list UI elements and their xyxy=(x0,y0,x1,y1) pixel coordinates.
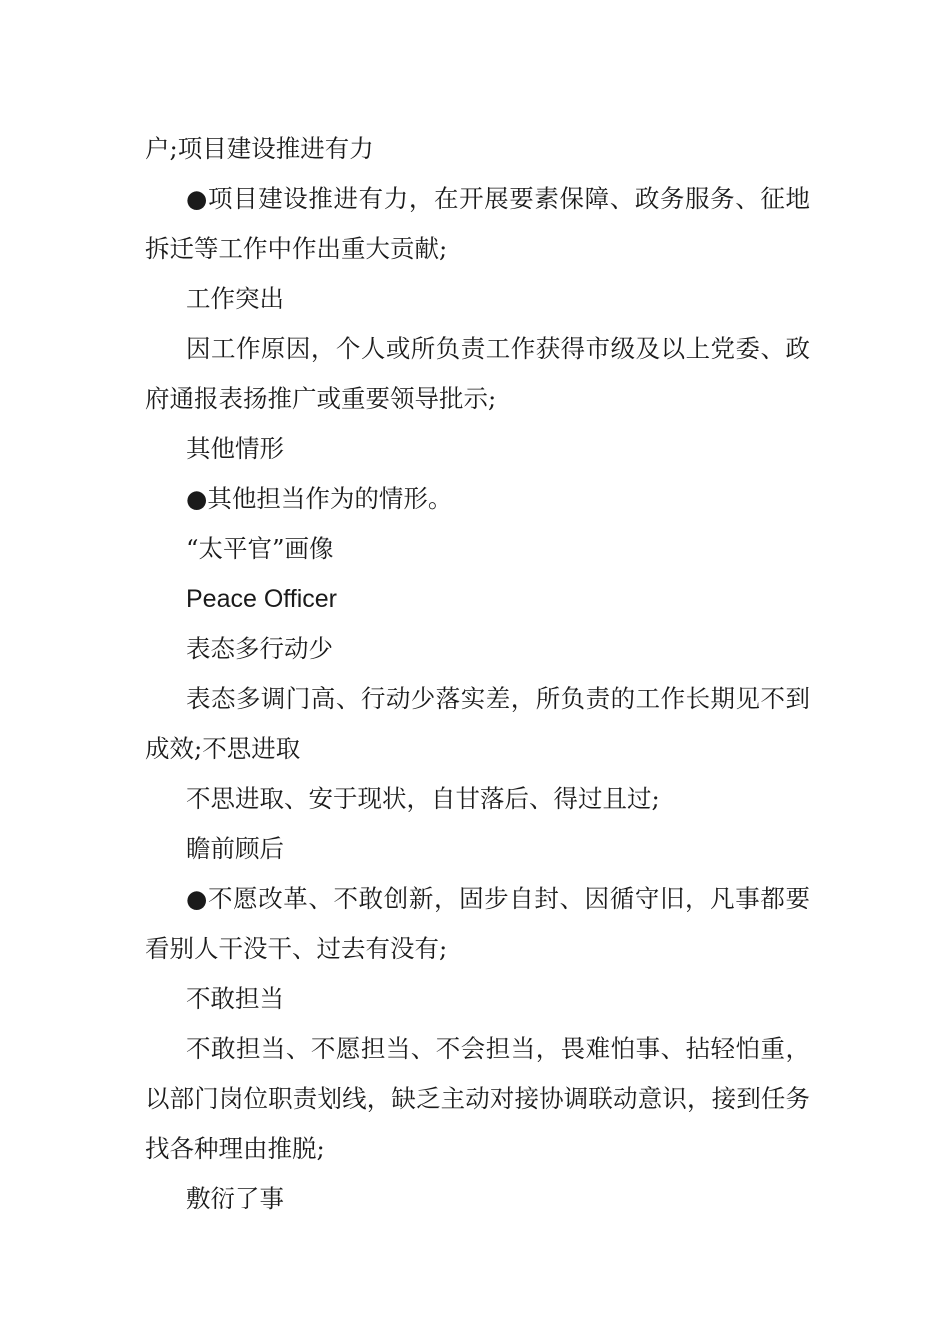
paragraph-continuation: 户;项目建设推进有力 xyxy=(145,134,374,163)
paragraph-no-responsibility: 不敢担当、不愿担当、不会担当，畏难怕事、拈轻怕重，以部门岗位职责划线，缺乏主动对接协调联动意识，接到任务找各种理由推脱; xyxy=(145,1034,810,1163)
paragraph-bullet-hesitant: ●不愿改革、不敢创新，固步自封、因循守旧，凡事都要看别人干没干、过去有没有; xyxy=(145,884,810,963)
paragraph-bullet-project: ●项目建设推进有力，在开展要素保障、政务服务、征地拆迁等工作中作出重大贡献; xyxy=(145,184,810,263)
paragraph-talk-more-act-less: 表态多调门高、行动少落实差，所负责的工作长期见不到成效;不思进取 xyxy=(145,684,810,763)
heading-talk-more-act-less: 表态多行动少 xyxy=(186,634,333,663)
heading-no-responsibility: 不敢担当 xyxy=(186,984,284,1013)
heading-hesitant: 瞻前顾后 xyxy=(186,834,284,863)
paragraph-bullet-other: ●其他担当作为的情形。 xyxy=(186,484,453,513)
heading-other-cases: 其他情形 xyxy=(186,434,284,463)
paragraph-no-ambition: 不思进取、安于现状，自甘落后、得过且过; xyxy=(186,784,660,813)
paragraph-outstanding-work: 因工作原因，个人或所负责工作获得市级及以上党委、政府通报表扬推广或重要领导批示; xyxy=(145,334,810,413)
heading-peace-officer-cn: “太平官”画像 xyxy=(186,534,334,563)
heading-outstanding-work: 工作突出 xyxy=(186,284,284,313)
heading-perfunctory: 敷衍了事 xyxy=(186,1184,284,1213)
heading-peace-officer-en: Peace Officer xyxy=(186,585,338,613)
document-body xyxy=(145,124,810,1224)
